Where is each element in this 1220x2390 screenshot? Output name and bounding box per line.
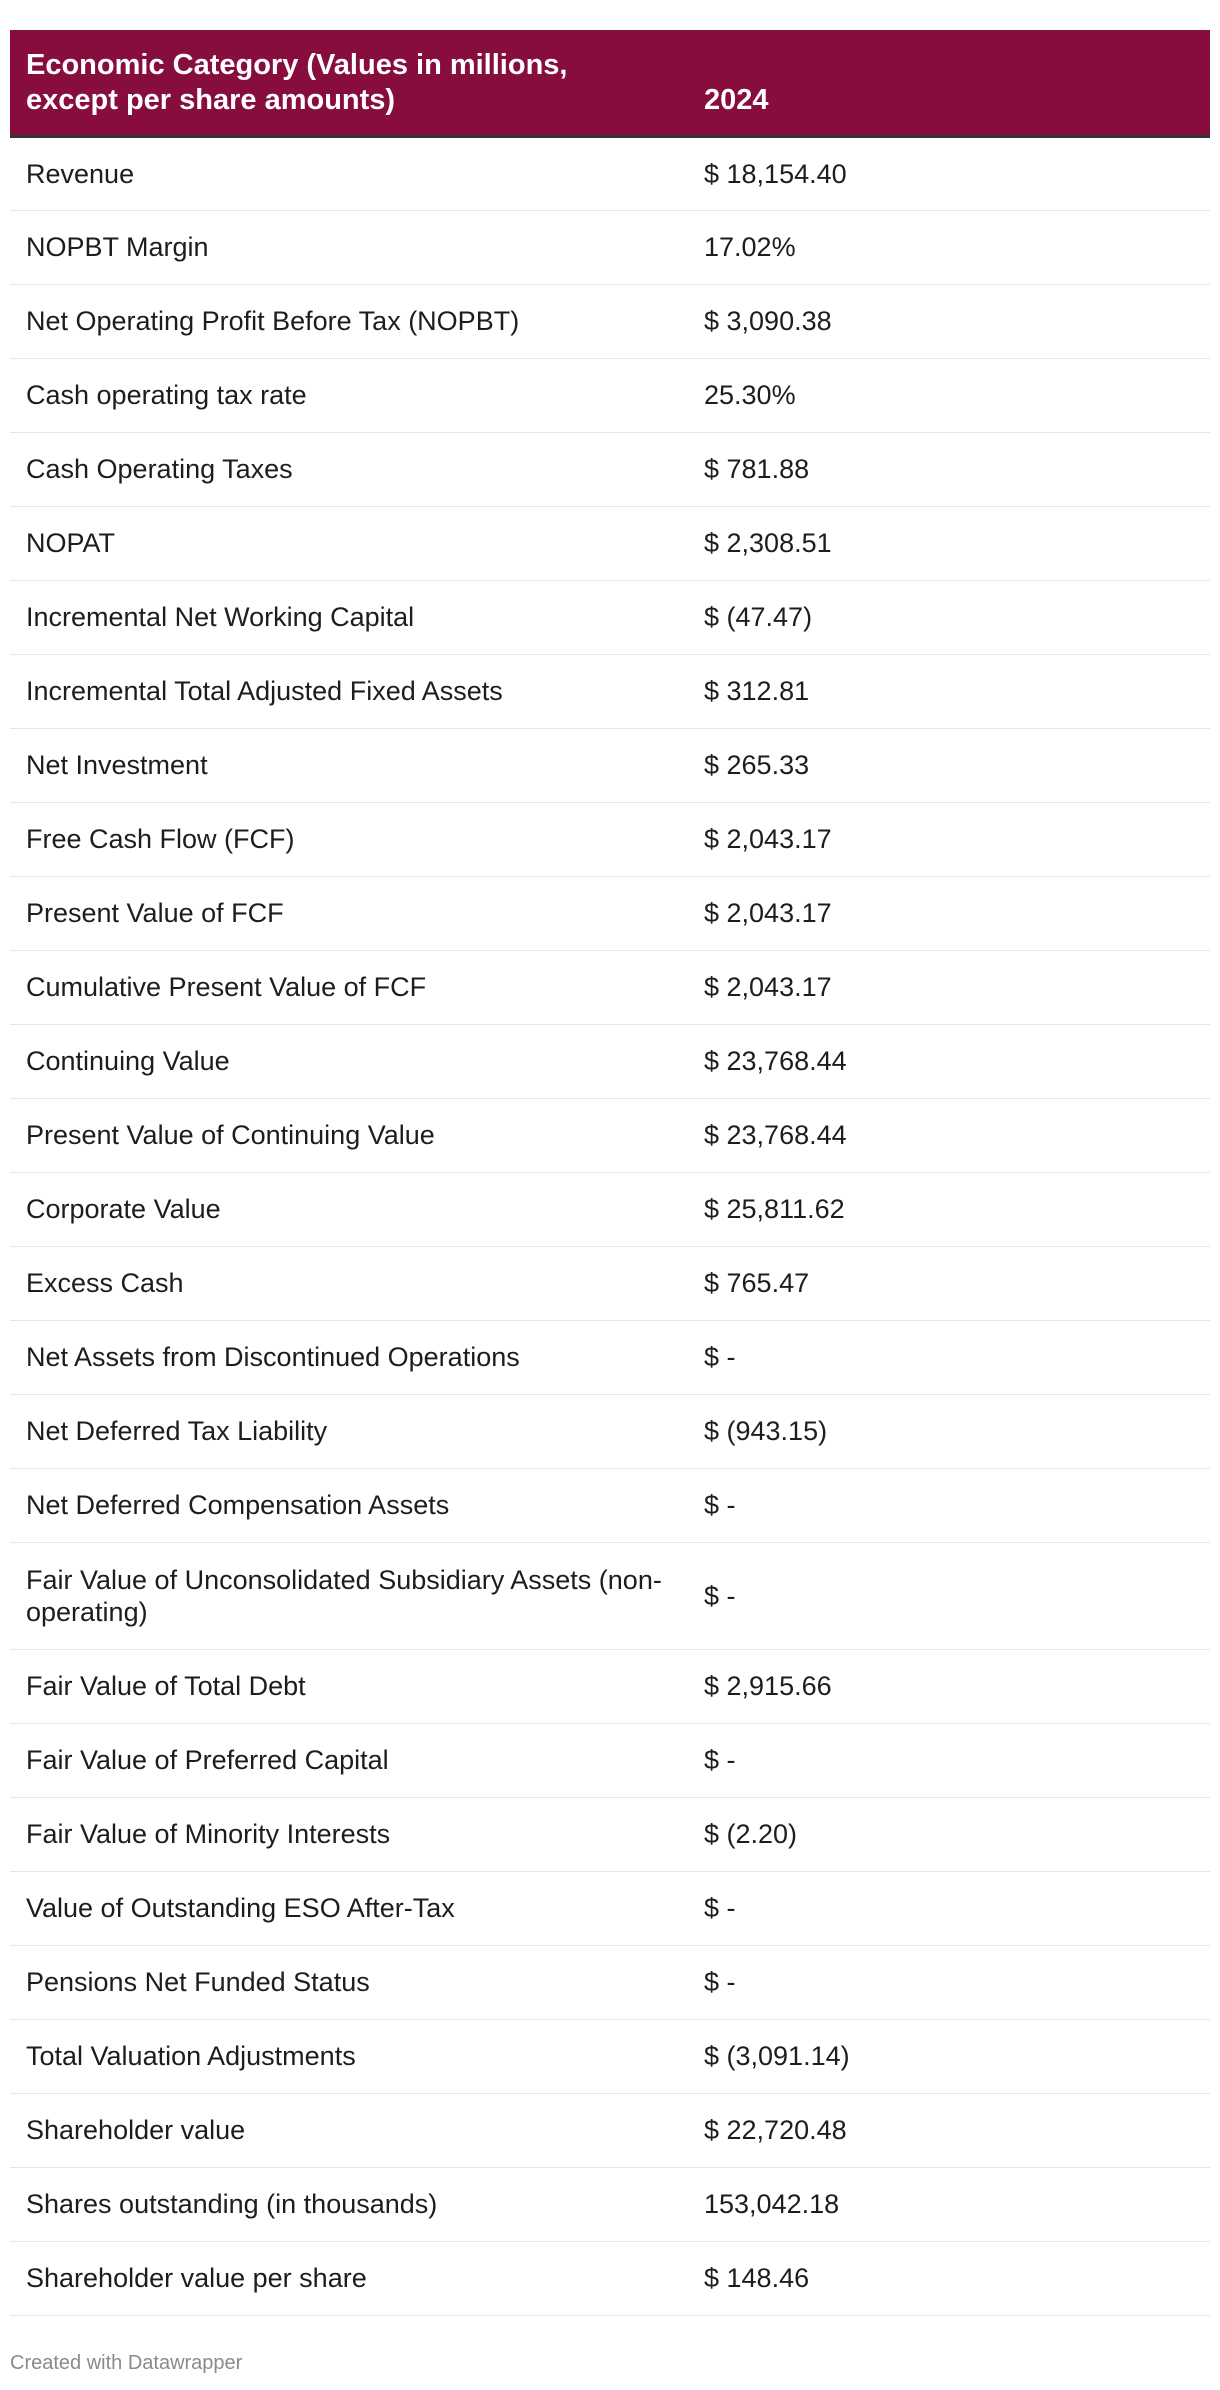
table-row	[10, 654, 1210, 728]
row-value-2024: $ 18,154.40	[704, 136, 1210, 210]
table-row	[10, 1871, 1210, 1945]
table-row	[10, 1246, 1210, 1320]
table-row	[10, 210, 1210, 284]
table-row	[10, 1024, 1210, 1098]
table-row	[10, 2019, 1210, 2093]
row-value-2024: $ 23,768.44	[704, 1024, 1210, 1098]
row-value-2024: $ (2.20)	[704, 1797, 1210, 1871]
table-row	[10, 1172, 1210, 1246]
row-value-2024: $ -	[704, 1542, 1210, 1649]
row-value-2024: $ 2,043.17	[704, 802, 1210, 876]
table-row	[10, 358, 1210, 432]
row-value-2024: $ 25,811.62	[704, 1172, 1210, 1246]
row-value-2024: $ (47.47)	[704, 580, 1210, 654]
table-row	[10, 1945, 1210, 2019]
row-value-2024: 17.02%	[704, 210, 1210, 284]
row-label: Incremental Total Adjusted Fixed Assets	[10, 654, 704, 728]
row-label: Shareholder value per share	[10, 2241, 704, 2315]
row-label: Present Value of FCF	[10, 876, 704, 950]
row-label: Continuing Value	[10, 1024, 704, 1098]
table-row	[10, 1394, 1210, 1468]
table-row	[10, 1542, 1210, 1649]
table-body	[10, 136, 1210, 2315]
row-value-2024: $ (943.15)	[704, 1394, 1210, 1468]
table-row	[10, 2167, 1210, 2241]
row-value-2024: $ (3,091.14)	[704, 2019, 1210, 2093]
row-label: Net Assets from Discontinued Operations	[10, 1320, 704, 1394]
row-label: Cash Operating Taxes	[10, 432, 704, 506]
row-label: Fair Value of Total Debt	[10, 1649, 704, 1723]
row-label: Fair Value of Minority Interests	[10, 1797, 704, 1871]
row-label: Value of Outstanding ESO After-Tax	[10, 1871, 704, 1945]
header-row	[10, 30, 1210, 136]
row-label: NOPAT	[10, 506, 704, 580]
table-row	[10, 1649, 1210, 1723]
table-row	[10, 802, 1210, 876]
row-label: Pensions Net Funded Status	[10, 1945, 704, 2019]
table-row	[10, 1320, 1210, 1394]
table-header	[10, 30, 1210, 136]
row-value-2024: $ 2,043.17	[704, 876, 1210, 950]
row-label: Revenue	[10, 136, 704, 210]
year-column-header[interactable]: 2024	[704, 30, 1210, 136]
datawrapper-credit[interactable]: Created with Datawrapper	[10, 2352, 243, 2374]
row-label: Net Investment	[10, 728, 704, 802]
row-label: Incremental Net Working Capital	[10, 580, 704, 654]
table-row	[10, 506, 1210, 580]
row-label: Fair Value of Preferred Capital	[10, 1723, 704, 1797]
row-label: Fair Value of Unconsolidated Subsidiary Assets (non-operating)	[10, 1542, 704, 1649]
row-value-2024: 153,042.18	[704, 2167, 1210, 2241]
row-label: Net Deferred Tax Liability	[10, 1394, 704, 1468]
row-label: Cash operating tax rate	[10, 358, 704, 432]
row-value-2024: $ 312.81	[704, 654, 1210, 728]
row-value-2024: $ -	[704, 1945, 1210, 2019]
row-label: NOPBT Margin	[10, 210, 704, 284]
row-label: Present Value of Continuing Value	[10, 1098, 704, 1172]
category-header-line1: Economic Category (Values in millions,	[26, 48, 568, 81]
table-row	[10, 432, 1210, 506]
table-row	[10, 136, 1210, 210]
row-value-2024: $ 2,915.66	[704, 1649, 1210, 1723]
table-row	[10, 580, 1210, 654]
row-value-2024: $ 265.33	[704, 728, 1210, 802]
row-value-2024: $ 148.46	[704, 2241, 1210, 2315]
row-value-2024: $ 781.88	[704, 432, 1210, 506]
row-label: Shares outstanding (in thousands)	[10, 2167, 704, 2241]
table-row	[10, 2241, 1210, 2315]
row-label: Excess Cash	[10, 1246, 704, 1320]
row-value-2024: $ 2,043.17	[704, 950, 1210, 1024]
row-value-2024: $ 3,090.38	[704, 284, 1210, 358]
valuation-table	[10, 30, 1210, 2316]
table-row	[10, 1797, 1210, 1871]
row-value-2024: $ -	[704, 1871, 1210, 1945]
row-label: Free Cash Flow (FCF)	[10, 802, 704, 876]
row-value-2024: $ 22,720.48	[704, 2093, 1210, 2167]
row-value-2024: $ -	[704, 1723, 1210, 1797]
table-row	[10, 284, 1210, 358]
row-value-2024: $ -	[704, 1320, 1210, 1394]
table-row	[10, 876, 1210, 950]
row-label: Total Valuation Adjustments	[10, 2019, 704, 2093]
row-value-2024: $ 2,308.51	[704, 506, 1210, 580]
table-row	[10, 1723, 1210, 1797]
row-value-2024: $ 23,768.44	[704, 1098, 1210, 1172]
table-row	[10, 728, 1210, 802]
row-value-2024: $ 765.47	[704, 1246, 1210, 1320]
row-label: Shareholder value	[10, 2093, 704, 2167]
row-label: Net Deferred Compensation Assets	[10, 1468, 704, 1542]
table-row	[10, 1098, 1210, 1172]
row-value-2024: 25.30%	[704, 358, 1210, 432]
row-label: Cumulative Present Value of FCF	[10, 950, 704, 1024]
category-header-line2: except per share amounts)	[26, 83, 396, 116]
row-label: Corporate Value	[10, 1172, 704, 1246]
row-label: Net Operating Profit Before Tax (NOPBT)	[10, 284, 704, 358]
table-row	[10, 950, 1210, 1024]
row-value-2024: $ -	[704, 1468, 1210, 1542]
category-column-header[interactable]	[10, 30, 704, 136]
table-row	[10, 1468, 1210, 1542]
table-row	[10, 2093, 1210, 2167]
